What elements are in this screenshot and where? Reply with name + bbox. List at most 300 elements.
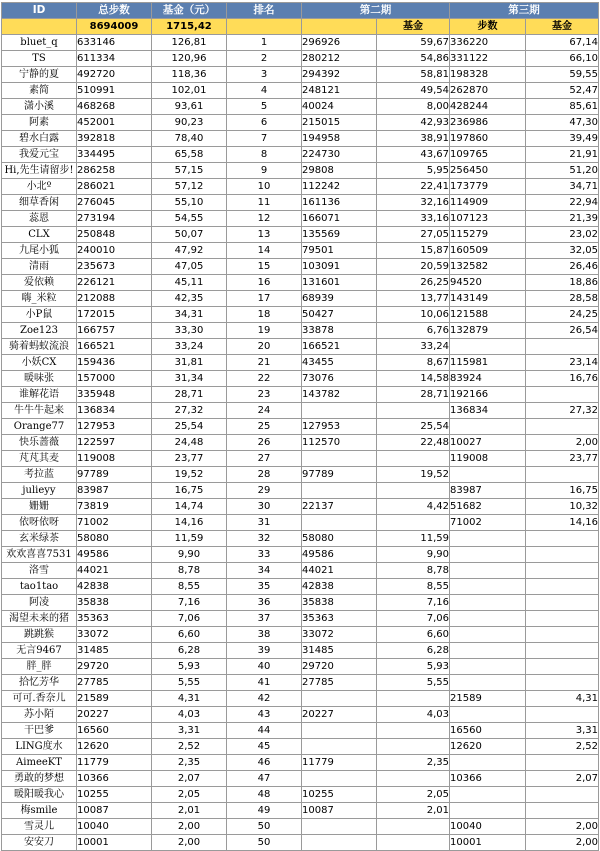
row-period3-fund [526,803,599,819]
row-period2-fund: 4,42 [377,499,450,515]
row-period2-fund [377,739,450,755]
row-period3-steps: 119008 [450,451,526,467]
row-rank: 20 [227,339,302,355]
row-rank: 34 [227,563,302,579]
row-period2-steps: 68939 [302,291,377,307]
row-period2-fund: 6,76 [377,323,450,339]
table-row [2,579,599,595]
row-period2-steps [302,771,377,787]
row-total-steps: 212088 [77,291,152,307]
row-period3-fund [526,787,599,803]
row-fund: 50,07 [152,227,227,243]
row-rank: 50 [227,835,302,851]
table-row [2,803,599,819]
row-period3-fund: 14,16 [526,515,599,531]
row-period2-fund: 43,67 [377,147,450,163]
row-rank: 25 [227,419,302,435]
row-period2-steps [302,403,377,419]
row-fund: 31,81 [152,355,227,371]
row-period3-steps: 132879 [450,323,526,339]
row-period2-steps: 35838 [302,595,377,611]
row-period3-fund: 39,49 [526,131,599,147]
row-period2-steps: 112242 [302,179,377,195]
row-period2-fund: 8,55 [377,579,450,595]
row-period2-fund: 20,59 [377,259,450,275]
row-rank: 21 [227,355,302,371]
row-fund: 14,16 [152,515,227,531]
row-period3-steps: 428244 [450,99,526,115]
table-row [2,291,599,307]
row-period3-steps: 114909 [450,195,526,211]
row-fund: 25,54 [152,419,227,435]
row-period2-fund [377,451,450,467]
row-period2-fund: 5,55 [377,675,450,691]
row-period2-steps [302,691,377,707]
row-period2-steps: 166521 [302,339,377,355]
row-period3-fund: 23,02 [526,227,599,243]
row-id: 可可.香奈儿 [2,691,77,707]
row-rank: 23 [227,387,302,403]
table-row [2,403,599,419]
row-rank: 12 [227,211,302,227]
row-period3-fund: 26,46 [526,259,599,275]
row-fund: 2,35 [152,755,227,771]
row-fund: 102,01 [152,83,227,99]
table-row [2,467,599,483]
row-period3-steps [450,467,526,483]
header-period2: 第二期 [302,3,450,19]
row-fund: 90,23 [152,115,227,131]
row-period2-fund: 8,00 [377,99,450,115]
row-period3-steps: 107123 [450,211,526,227]
row-total-steps: 159436 [77,355,152,371]
table-row [2,515,599,531]
row-period2-steps: 29720 [302,659,377,675]
row-period2-steps [302,515,377,531]
row-period3-steps [450,611,526,627]
row-total-steps: 122597 [77,435,152,451]
header-row [2,3,599,19]
row-period3-steps [450,547,526,563]
table-row [2,643,599,659]
table-row [2,707,599,723]
row-period2-steps: 31485 [302,643,377,659]
row-total-steps: 10040 [77,819,152,835]
row-period2-steps: 11779 [302,755,377,771]
row-fund: 9,90 [152,547,227,563]
row-rank: 13 [227,227,302,243]
row-period3-steps [450,643,526,659]
row-id: julieyy [2,483,77,499]
table-row [2,451,599,467]
table-row [2,51,599,67]
row-period2-steps [302,835,377,851]
row-period3-steps [450,675,526,691]
row-id: 牛牛牛起来 [2,403,77,419]
row-period2-fund: 2,05 [377,787,450,803]
row-period2-fund: 33,24 [377,339,450,355]
row-fund: 33,24 [152,339,227,355]
row-period2-fund: 27,05 [377,227,450,243]
row-period2-fund: 42,93 [377,115,450,131]
row-rank: 27 [227,451,302,467]
row-total-steps: 136834 [77,403,152,419]
row-fund: 7,16 [152,595,227,611]
row-rank: 31 [227,515,302,531]
row-period3-steps [450,627,526,643]
row-total-steps: 633146 [77,35,152,51]
table-row [2,627,599,643]
row-period3-steps [450,707,526,723]
row-period3-fund: 67,14 [526,35,599,51]
row-total-steps: 510991 [77,83,152,99]
row-id: 蕊恩 [2,211,77,227]
row-period2-fund [377,771,450,787]
row-rank: 42 [227,691,302,707]
row-id: 小妖CX [2,355,77,371]
row-total-steps: 12620 [77,739,152,755]
row-rank: 45 [227,739,302,755]
row-rank: 24 [227,403,302,419]
row-period2-fund: 8,67 [377,355,450,371]
row-period2-steps: 161136 [302,195,377,211]
row-rank: 1 [227,35,302,51]
row-id: 细草香闲 [2,195,77,211]
row-period3-fund [526,419,599,435]
row-period3-fund [526,531,599,547]
row-total-steps: 27785 [77,675,152,691]
row-fund: 55,10 [152,195,227,211]
row-rank: 30 [227,499,302,515]
table-row [2,227,599,243]
row-period2-steps: 42838 [302,579,377,595]
row-id: 芃芃其麦 [2,451,77,467]
subheader-period3-fund: 基金 [526,19,599,35]
row-id: 洛雪 [2,563,77,579]
table-row [2,739,599,755]
table-row [2,787,599,803]
row-total-steps: 392818 [77,131,152,147]
table-row [2,179,599,195]
row-id: 嗨_米粒 [2,291,77,307]
row-period2-steps: 10255 [302,787,377,803]
row-fund: 8,78 [152,563,227,579]
row-fund: 47,05 [152,259,227,275]
row-id: bluet_q [2,35,77,51]
table-row [2,659,599,675]
row-id: 安安刀 [2,835,77,851]
row-period2-fund: 13,77 [377,291,450,307]
row-fund: 8,55 [152,579,227,595]
row-total-steps: 44021 [77,563,152,579]
row-rank: 19 [227,323,302,339]
table-row [2,115,599,131]
row-period2-fund: 9,90 [377,547,450,563]
row-period2-fund: 10,06 [377,307,450,323]
row-fund: 2,07 [152,771,227,787]
row-period2-steps: 166071 [302,211,377,227]
row-period2-steps: 27785 [302,675,377,691]
row-period3-steps: 10040 [450,819,526,835]
row-fund: 7,06 [152,611,227,627]
table-row [2,835,599,851]
row-id: 跳跳猴 [2,627,77,643]
row-id: 我爱元宝 [2,147,77,163]
row-period2-steps: 33878 [302,323,377,339]
row-period3-fund: 52,47 [526,83,599,99]
row-id: 素简 [2,83,77,99]
row-period3-steps: 51682 [450,499,526,515]
row-period3-fund [526,675,599,691]
row-rank: 14 [227,243,302,259]
table-row [2,499,599,515]
row-period3-steps: 262870 [450,83,526,99]
row-period3-steps [450,531,526,547]
row-period2-steps: 58080 [302,531,377,547]
row-period3-steps: 192166 [450,387,526,403]
row-fund: 2,05 [152,787,227,803]
row-period3-fund: 34,71 [526,179,599,195]
row-rank: 8 [227,147,302,163]
row-period2-fund: 2,01 [377,803,450,819]
row-period3-fund [526,339,599,355]
row-id: 阿凌 [2,595,77,611]
row-total-steps: 335948 [77,387,152,403]
totals-fund: 1715,42 [152,19,227,35]
row-rank: 46 [227,755,302,771]
row-id: 小北º [2,179,77,195]
row-period3-steps [450,595,526,611]
row-period3-fund: 23,77 [526,451,599,467]
row-rank: 3 [227,67,302,83]
row-rank: 10 [227,179,302,195]
table-row [2,355,599,371]
row-total-steps: 157000 [77,371,152,387]
row-period3-fund: 22,94 [526,195,599,211]
row-id: TS [2,51,77,67]
row-fund: 11,59 [152,531,227,547]
row-total-steps: 226121 [77,275,152,291]
row-period3-fund [526,563,599,579]
row-total-steps: 452001 [77,115,152,131]
row-id: 无言9467 [2,643,77,659]
row-rank: 28 [227,467,302,483]
row-fund: 126,81 [152,35,227,51]
row-rank: 47 [227,771,302,787]
row-rank: 38 [227,627,302,643]
row-id: 依呀依呀 [2,515,77,531]
row-fund: 120,96 [152,51,227,67]
row-period3-fund [526,595,599,611]
header-rank: 排名 [227,3,302,19]
row-rank: 49 [227,803,302,819]
row-period3-steps: 132582 [450,259,526,275]
row-period2-fund: 11,59 [377,531,450,547]
table-row [2,307,599,323]
row-period2-steps: 224730 [302,147,377,163]
row-period2-steps: 131601 [302,275,377,291]
row-period2-steps [302,723,377,739]
row-fund: 6,28 [152,643,227,659]
row-total-steps: 235673 [77,259,152,275]
row-rank: 18 [227,307,302,323]
row-period2-fund: 25,54 [377,419,450,435]
row-fund: 54,55 [152,211,227,227]
table-row [2,243,599,259]
row-total-steps: 276045 [77,195,152,211]
table-row [2,259,599,275]
row-total-steps: 58080 [77,531,152,547]
row-period3-fund: 10,32 [526,499,599,515]
row-fund: 3,31 [152,723,227,739]
totals-blank-p2s [302,19,377,35]
row-rank: 50 [227,819,302,835]
row-fund: 14,74 [152,499,227,515]
row-period2-steps: 73076 [302,371,377,387]
row-period2-fund: 26,25 [377,275,450,291]
row-period3-fund [526,387,599,403]
row-fund: 27,32 [152,403,227,419]
row-period3-fund: 4,31 [526,691,599,707]
row-rank: 2 [227,51,302,67]
row-id: 快乐蔷薇 [2,435,77,451]
row-total-steps: 83987 [77,483,152,499]
row-period2-steps: 194958 [302,131,377,147]
row-rank: 35 [227,579,302,595]
row-id: 考拉蓝 [2,467,77,483]
table-row [2,675,599,691]
row-rank: 32 [227,531,302,547]
row-total-steps: 10366 [77,771,152,787]
row-period2-steps [302,483,377,499]
row-period2-steps: 127953 [302,419,377,435]
row-id: 勇敢的梦想 [2,771,77,787]
row-total-steps: 10255 [77,787,152,803]
row-period2-fund: 4,03 [377,707,450,723]
row-period2-steps: 49586 [302,547,377,563]
table-row [2,163,599,179]
table-row [2,323,599,339]
row-period2-fund: 14,58 [377,371,450,387]
row-period3-steps: 236986 [450,115,526,131]
row-period3-steps: 71002 [450,515,526,531]
row-period3-fund [526,611,599,627]
row-period2-fund: 59,67 [377,35,450,51]
table-row [2,131,599,147]
row-period2-steps: 44021 [302,563,377,579]
row-period2-steps: 248121 [302,83,377,99]
row-total-steps: 33072 [77,627,152,643]
row-fund: 24,48 [152,435,227,451]
row-id: 胖_胖 [2,659,77,675]
row-period2-fund [377,835,450,851]
row-period2-fund: 19,52 [377,467,450,483]
row-id: LING度水 [2,739,77,755]
row-period3-steps [450,579,526,595]
row-period2-fund: 2,35 [377,755,450,771]
row-fund: 34,31 [152,307,227,323]
header-id: ID [2,3,77,19]
row-total-steps: 273194 [77,211,152,227]
ranking-table [1,2,599,851]
row-total-steps: 29720 [77,659,152,675]
row-period2-fund: 6,28 [377,643,450,659]
row-period3-steps: 10366 [450,771,526,787]
table-row [2,419,599,435]
row-total-steps: 73819 [77,499,152,515]
table-row [2,563,599,579]
row-period2-steps: 40024 [302,99,377,115]
row-rank: 22 [227,371,302,387]
row-period3-steps [450,339,526,355]
table-row [2,83,599,99]
row-rank: 37 [227,611,302,627]
row-total-steps: 31485 [77,643,152,659]
row-rank: 4 [227,83,302,99]
row-rank: 48 [227,787,302,803]
row-id: 爱依赖 [2,275,77,291]
row-period3-steps: 115279 [450,227,526,243]
row-total-steps: 492720 [77,67,152,83]
table-row [2,35,599,51]
row-period2-fund [377,691,450,707]
row-period2-fund: 22,48 [377,435,450,451]
row-total-steps: 35363 [77,611,152,627]
row-period2-fund: 8,78 [377,563,450,579]
row-id: 碧水白露 [2,131,77,147]
row-id: Orange77 [2,419,77,435]
row-id: 渴望未来的猪 [2,611,77,627]
row-period3-steps: 109765 [450,147,526,163]
row-rank: 11 [227,195,302,211]
row-fund: 31,34 [152,371,227,387]
row-period3-fund: 2,00 [526,435,599,451]
table-row [2,771,599,787]
row-rank: 43 [227,707,302,723]
header-total-steps: 总步数 [77,3,152,19]
row-period3-fund: 3,31 [526,723,599,739]
row-period2-fund: 6,60 [377,627,450,643]
row-period2-fund [377,723,450,739]
row-total-steps: 42838 [77,579,152,595]
row-period2-fund: 15,87 [377,243,450,259]
row-period2-steps: 79501 [302,243,377,259]
row-period3-steps [450,755,526,771]
row-period2-steps: 35363 [302,611,377,627]
row-period2-steps: 215015 [302,115,377,131]
table-row [2,531,599,547]
row-period3-fund: 26,54 [526,323,599,339]
row-total-steps: 21589 [77,691,152,707]
row-period2-fund: 32,16 [377,195,450,211]
row-period2-fund: 22,41 [377,179,450,195]
row-period3-fund: 85,61 [526,99,599,115]
row-id: 谁解花语 [2,387,77,403]
row-fund: 2,52 [152,739,227,755]
row-id: 宁静的夏 [2,67,77,83]
table-row [2,275,599,291]
row-period3-fund: 24,25 [526,307,599,323]
totals-row [2,19,599,35]
row-total-steps: 119008 [77,451,152,467]
row-fund: 2,01 [152,803,227,819]
row-total-steps: 20227 [77,707,152,723]
row-period3-fund: 16,76 [526,371,599,387]
row-rank: 26 [227,435,302,451]
row-fund: 2,00 [152,819,227,835]
row-rank: 41 [227,675,302,691]
row-rank: 16 [227,275,302,291]
